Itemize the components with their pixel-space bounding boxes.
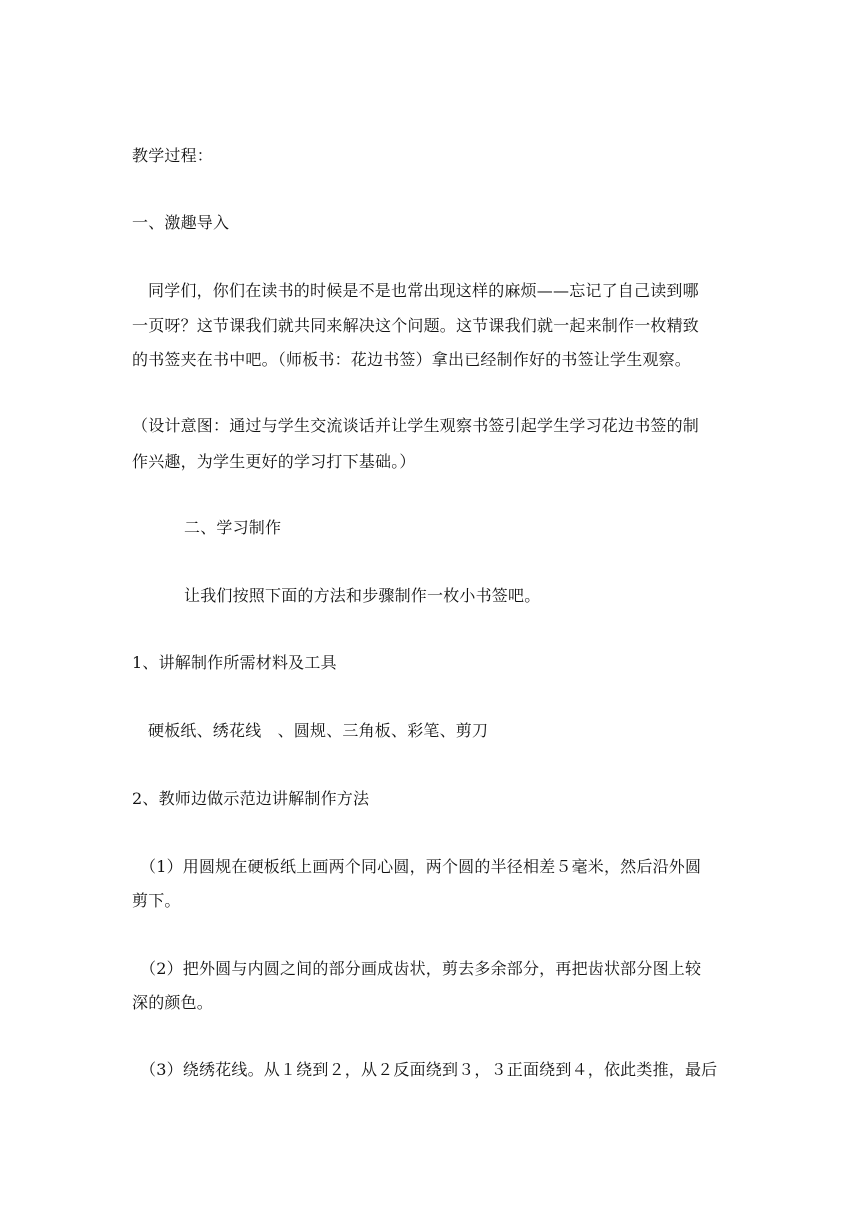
document-heading: 教学过程： xyxy=(132,146,214,165)
paragraph-line: 一页呀？这节课我们就共同来解决这个问题。这节课我们就一起来制作一枚精致 xyxy=(132,316,700,335)
substep-line: （2）把外圆与内圆之间的部分画成齿状，剪去多余部分，再把齿状部分图上较 xyxy=(140,959,702,978)
materials-list: 硬板纸、绣花线 、圆规、三角板、彩笔、剪刀 xyxy=(148,721,489,740)
step-title: 1、讲解制作所需材料及工具 xyxy=(132,653,337,672)
paragraph-line: 的书签夹在书中吧。（师板书：花边书签）拿出已经制作好的书签让学生观察。 xyxy=(132,350,692,369)
substep-line: （1）用圆规在硬板纸上画两个同心圆，两个圆的半径相差５毫米，然后沿外圆 xyxy=(140,857,702,876)
substep-line: 深的颜色。 xyxy=(132,993,214,1012)
paragraph-line: 同学们，你们在读书的时候是不是也常出现这样的麻烦——忘记了自己读到哪 xyxy=(148,281,699,300)
substep-line: 剪下。 xyxy=(132,891,181,910)
substep-line: （3）绕绣花线。从１绕到２，从２反面绕到３，３正面绕到４，依此类推，最后 xyxy=(140,1060,718,1079)
design-note-line: 作兴趣，为学生更好的学习打下基础。） xyxy=(132,452,416,471)
section-title: 二、学习制作 xyxy=(184,518,282,537)
design-note-line: （设计意图：通过与学生交流谈话并让学生观察书签引起学生学习花边书签的制 xyxy=(132,416,700,435)
intro-text: 让我们按照下面的方法和步骤制作一枚小书签吧。 xyxy=(184,586,541,605)
step-title: 2、教师边做示范边讲解制作方法 xyxy=(132,789,370,808)
section-title: 一、激趣导入 xyxy=(132,213,230,232)
